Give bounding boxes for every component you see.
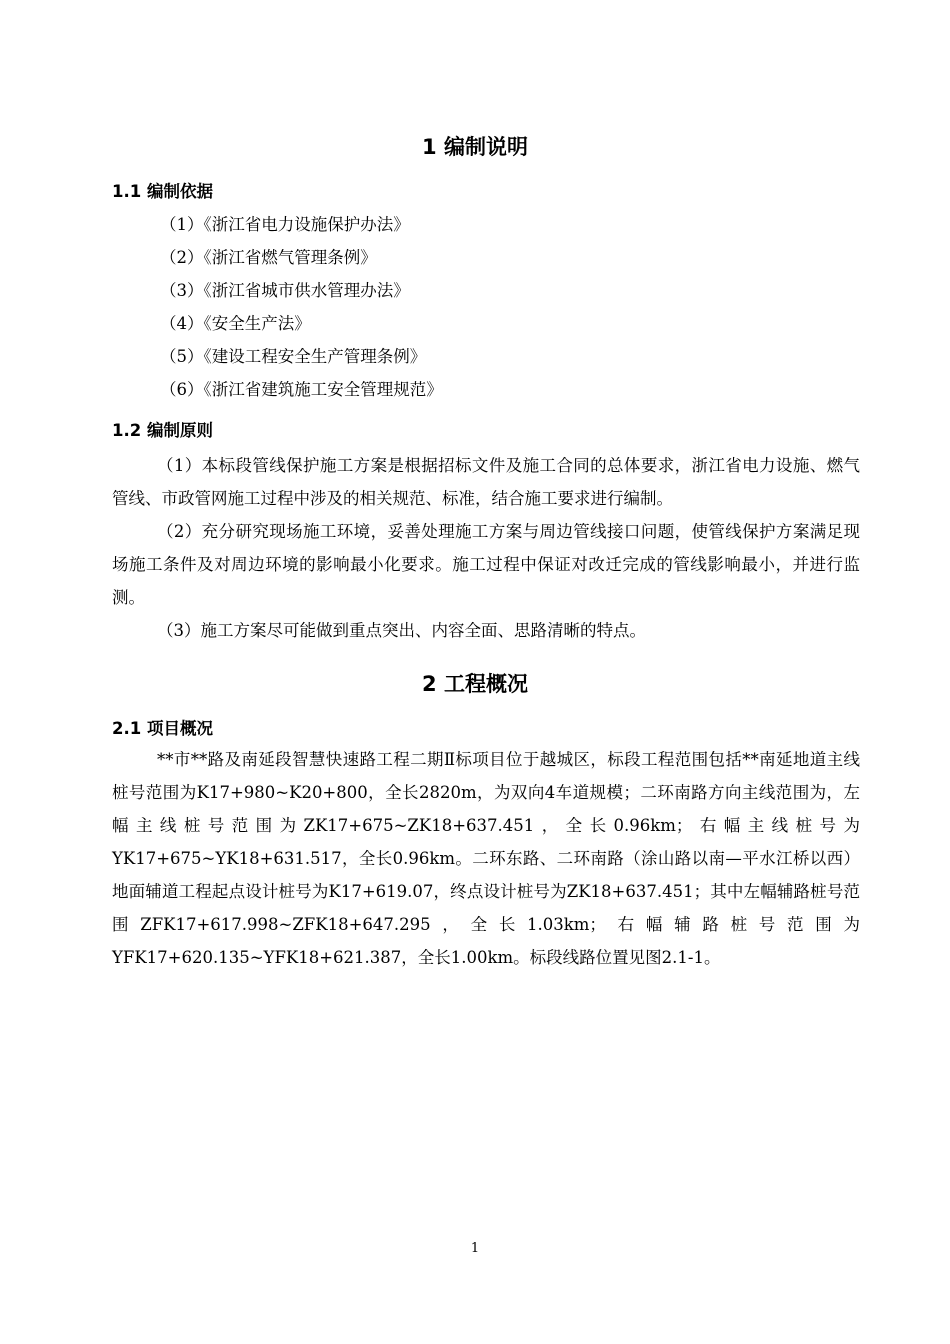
page-number: 1 (470, 1241, 480, 1256)
project-overview-paragraph: **市**路及南延段智慧快速路工程二期Ⅱ标项目位于越城区，标段工程范围包括**南延地道主线桩号范围为K17+980~K20+800，全长2820m，为双向4车道规模；二环南路方向主线范围为，左幅主线桩号范围为ZK17+675~ZK18+637.451，全长0.96km；右幅主线桩号为YK17+675~YK18+631.517，全长0.96km。二环东路、二环南路（涂山路以南—平水江桥以西）地面辅道工程起点设计桩号为K17+619.07，终点设计桩号为ZK18+637.451；其中左幅辅路桩号范围ZFK17+617.998~ZFK18+647.295，全长1.03km；右幅辅路桩号范围为YFK17+620.135~YFK18+621.387，全长1.00km。标段线路位置见图2.1-1。 (112, 750, 860, 967)
reference-item: （1）《浙江省电力设施保护办法》 (160, 215, 410, 234)
reference-item: （4）《安全生产法》 (160, 314, 311, 333)
reference-item: （3）《浙江省城市供水管理办法》 (160, 281, 410, 300)
chapter-2-heading: 2 工程概况 (422, 672, 528, 696)
principle-paragraph: （3）施工方案尽可能做到重点突出、内容全面、思路清晰的特点。 (157, 621, 646, 640)
reference-item: （2）《浙江省燃气管理条例》 (160, 248, 377, 267)
section-1-2-heading: 1.2 编制原则 (112, 421, 213, 440)
principle-paragraph: （1）本标段管线保护施工方案是根据招标文件及施工合同的总体要求，浙江省电力设施、燃气管线、市政管网施工过程中涉及的相关规范、标准，结合施工要求进行编制。 (112, 456, 860, 508)
chapter-1-heading: 1 编制说明 (422, 135, 528, 159)
section-2-1-heading: 2.1 项目概况 (112, 719, 213, 738)
reference-item: （5）《建设工程安全生产管理条例》 (160, 347, 427, 366)
section-1-1-heading: 1.1 编制依据 (112, 182, 213, 201)
reference-item: （6）《浙江省建筑施工安全管理规范》 (160, 380, 443, 399)
principle-paragraph: （2）充分研究现场施工环境，妥善处理施工方案与周边管线接口问题，使管线保护方案满足现场施工条件及对周边环境的影响最小化要求。施工过程中保证对改迁完成的管线影响最小，并进行监测。 (112, 522, 860, 607)
